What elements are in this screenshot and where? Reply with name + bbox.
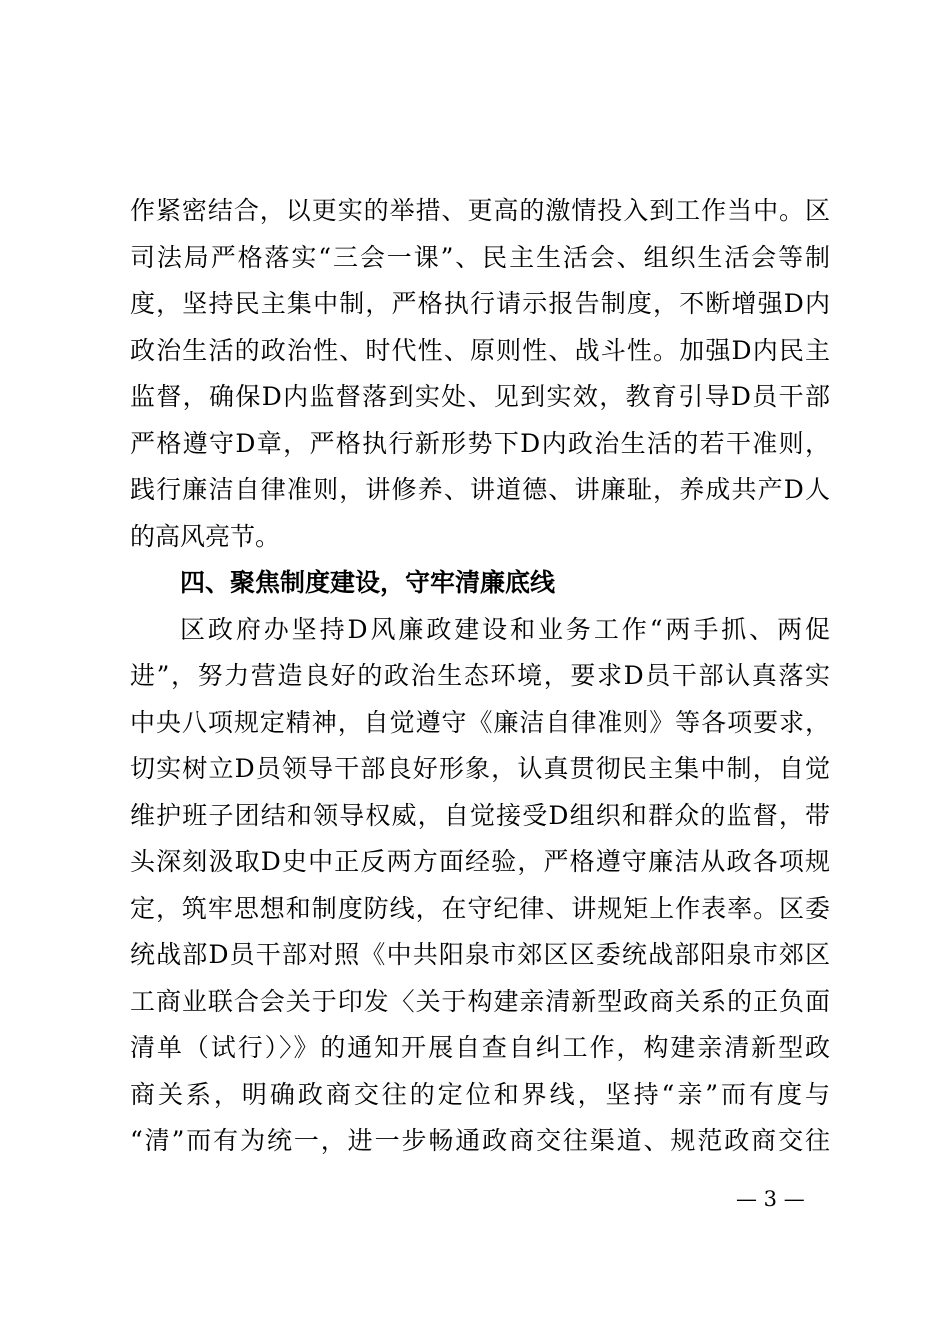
text-line: 政治生活的政治性、时代性、原则性、战斗性。加强D内民主 — [130, 336, 830, 365]
text-line: 作紧密结合，以更实的举措、更高的激情投入到工作当中。区 — [130, 196, 830, 225]
text-line: 度，坚持民主集中制，严格执行请示报告制度，不断增强D内 — [130, 289, 830, 318]
text-line: 维护班子团结和领导权威，自觉接受D组织和群众的监督，带 — [130, 801, 830, 830]
text-line: 定，筑牢思想和制度防线，在守纪律、讲规矩上作表率。区委 — [130, 894, 830, 923]
section-heading: 四、聚焦制度建设，守牢清廉底线 — [180, 568, 556, 597]
text-line: 工商业联合会关于印发〈关于构建亲清新型政商关系的正负面 — [130, 987, 830, 1016]
text-line: 中央八项规定精神，自觉遵守《廉洁自律准则》等各项要求， — [130, 708, 830, 737]
text-line: 头深刻汲取D史中正反两方面经验，严格遵守廉洁从政各项规 — [130, 847, 830, 876]
text-line: 清单（试行）〉》的通知开展自查自纠工作，构建亲清新型政 — [130, 1033, 830, 1062]
text-line: 统战部D员干部对照《中共阳泉市郊区区委统战部阳泉市郊区 — [130, 940, 830, 969]
text-line: “清”而有为统一，进一步畅通政商交往渠道、规范政商交往 — [130, 1126, 830, 1155]
text-line: 切实树立D员领导干部良好形象，认真贯彻民主集中制，自觉 — [130, 754, 830, 783]
text-line: 监督，确保D内监督落到实处、见到实效，教育引导D员干部 — [130, 382, 830, 411]
text-line: 进”，努力营造良好的政治生态环境，要求D员干部认真落实 — [130, 661, 830, 690]
text-line: 的高风亮节。 — [130, 522, 281, 551]
page-number: — 3 — — [736, 1187, 805, 1211]
text-line: 践行廉洁自律准则，讲修养、讲道德、讲廉耻，养成共产D人 — [130, 475, 830, 504]
text-line: 司法局严格落实“三会一课”、民主生活会、组织生活会等制 — [130, 243, 830, 272]
text-line: 严格遵守D章，严格执行新形势下D内政治生活的若干准则， — [130, 429, 830, 458]
text-line: 区政府办坚持D风廉政建设和业务工作“两手抓、两促 — [180, 615, 830, 644]
text-line: 商关系，明确政商交往的定位和界线，坚持“亲”而有度与 — [130, 1080, 830, 1109]
